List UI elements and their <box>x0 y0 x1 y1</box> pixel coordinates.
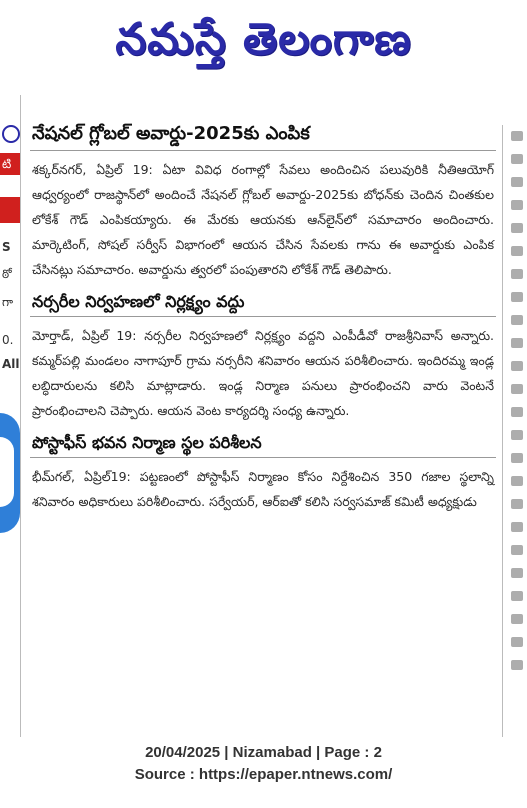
newspaper-logo-title: నమస్తే తెలంగాణ <box>115 14 412 65</box>
article-post-office-site <box>30 433 496 514</box>
article-headline: నర్సరీల నిర్వహణలో నిర్లక్ష్యం వద్దు <box>30 292 496 317</box>
article-national-global-award <box>30 123 496 282</box>
article-body: శక్కర్‌నగర్, ఏప్రిల్ 19: ఏటా వివిధ రంగాల్లో సేవలు అందించిన పలువురికి నీతిఆయోగ్ ఆధ్వర్యంలో రాజస్థాన్‌లో అందించే నేషనల్ గ్లోబల్ అవార్డు-2025కు బోధన్‌కు చెందిన చింతకుల లోకేశ్ గౌడ్ ఎంపికయ్యారు. ఈ మేరకు ఆయనకు ఆన్‌లైన్‌లో సమాచారం అందించారు. మార్కెటింగ్, సోషల్ సర్వీస్ విభాగంలో ఆయన చేసిన సేవలకు గాను ఈ అవార్డుకు ఎంపిక చేసినట్లు సమాచారం. అవార్డును త్వరలో పంపుతారని లోకేశ్ గౌడ్ తెలిపారు. <box>32 161 494 277</box>
text-fragment <box>511 194 527 214</box>
text-fragment <box>511 332 527 352</box>
adjacent-column-right <box>502 125 527 737</box>
adjacent-column-left <box>0 95 21 737</box>
article-headline: పోస్టాఫీస్ భవన నిర్మాణ స్థల పరిశీలన <box>30 433 496 458</box>
strip-text-6: All <box>2 357 20 371</box>
text-fragment <box>511 263 527 283</box>
text-fragment <box>511 447 527 467</box>
article-headline: నేషనల్ గ్లోబల్ అవార్డు-2025కు ఎంపిక <box>30 123 496 151</box>
text-fragment <box>511 171 527 191</box>
text-fragment <box>511 148 527 168</box>
edition-info: 20/04/2025 | Nizamabad | Page : 2 <box>145 744 382 761</box>
page-footer <box>0 742 527 802</box>
main-column <box>30 95 496 737</box>
text-fragment <box>511 378 527 398</box>
text-fragment <box>511 585 527 605</box>
text-fragment <box>511 424 527 444</box>
text-fragment <box>511 562 527 582</box>
text-fragment <box>511 217 527 237</box>
text-fragment <box>511 631 527 651</box>
article-body: మోర్తాడ్, ఏప్రిల్ 19: నర్సరీల నిర్వహణలో నిర్లక్ష్యం వద్దని ఎంపీడీవో రాజశ్రీనివాస్ అన్నారు. కమ్మర్‌పల్లి మండలం నాగాపూర్ గ్రామ నర్సరీని శనివారం ఆయన పరిశీలించారు. ఇందిరమ్మ ఇండ్ల లబ్ధిదారులను కలిసి మాట్లాడారు. ఇండ్ల నిర్మాణ పనులు ప్రారంభించని వారు వెంటనే ప్రారంభించాలని చెప్పారు. ఆయన వెంట కార్యదర్శి సంధ్య ఉన్నారు. <box>32 327 494 418</box>
masthead <box>0 0 527 90</box>
strip-text-2: S <box>2 240 11 254</box>
text-fragment <box>511 539 527 559</box>
text-fragment <box>511 654 527 674</box>
newspaper-page <box>0 95 527 737</box>
article-body: భీమ్‌గల్, ఏప్రిల్19: పట్టణంలో పోస్టాఫీస్ నిర్మాణం కోసం నిర్దేశించిన 350 గజాల స్థలాన్ని శనివారం అధికారులు పరిశీలించారు. సర్వేయర్, ఆర్‌ఐతో కలిసి సర్వసమాజ్ కమిటీ అధ్యక్షుడు <box>32 468 494 509</box>
text-fragment <box>511 493 527 513</box>
text-fragment <box>511 286 527 306</box>
strip-text-3: ఠో <box>2 267 12 281</box>
strip-text-1: టి <box>2 157 12 171</box>
strip-text-5: 0. <box>2 333 14 347</box>
text-fragment <box>511 401 527 421</box>
text-fragment <box>511 608 527 628</box>
white-graphic-fragment <box>0 437 14 507</box>
source-link[interactable]: Source : https://epaper.ntnews.com/ <box>134 766 393 783</box>
article-nursery-management <box>30 292 496 423</box>
red-banner-fragment-2 <box>0 197 20 223</box>
strip-text-4: గా <box>2 295 14 309</box>
text-fragment <box>511 309 527 329</box>
logo-fragment-icon <box>2 125 20 143</box>
text-fragment <box>511 125 527 145</box>
text-fragment <box>511 355 527 375</box>
text-fragment <box>511 516 527 536</box>
text-fragment <box>511 470 527 490</box>
text-fragment <box>511 240 527 260</box>
